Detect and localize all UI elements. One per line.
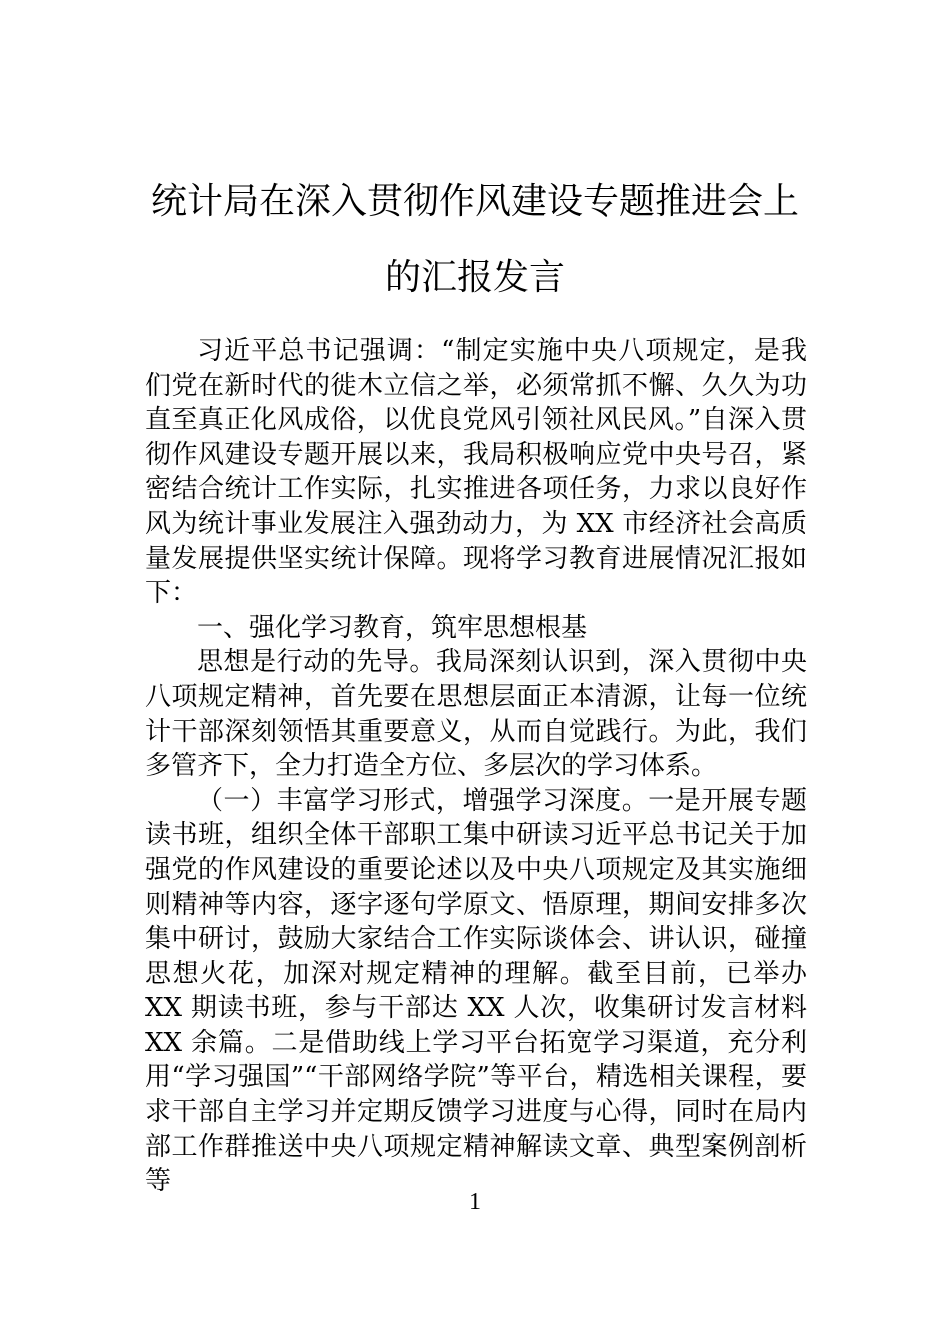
page-number: 1 <box>469 1189 481 1215</box>
intro-paragraph: 习近平总书记强调：“制定实施中央八项规定，是我们党在新时代的徙木立信之举，必须常抓不懈、久久为功直至真正化风成俗，以优良党风引领社风民风。”自深入贯彻作风建设专题开展以来，我局积极响应党中央号召，紧密结合统计工作实际，扎实推进各项任务，力求以良好作风为统计事业发展注入强劲动力，为 XX 市经济社会高质量发展提供坚实统计保障。现将学习教育进展情况汇报如下： <box>145 336 807 609</box>
document-title <box>145 164 805 316</box>
document-title-line-2: 的汇报发言 <box>384 257 565 298</box>
body-paragraph: （一）丰富学习形式，增强学习深度。一是开展专题读书班，组织全体干部职工集中研读习近平总书记关于加强党的作风建设的重要论述以及中央八项规定及其实施细则精神等内容，逐字逐句学原文、悟原理，期间安排多次集中研讨，鼓励大家结合工作实际谈体会、讲认识，碰撞思想火花，加深对规定精神的理解。截至目前，已举办 XX 期读书班，参与干部达 XX 人次，收集研讨发言材料 XX 余篇。二是借助线上学习平台拓宽学习渠道，充分利用“学习强国”“干部网络学院”等平台，精选相关课程，要求干部自主学习并定期反馈学习进度与心得，同时在局内部工作群推送中央八项规定精神解读文章、典型案例剖析等 <box>145 785 807 1197</box>
body-paragraph: 思想是行动的先导。我局深刻认识到，深入贯彻中央八项规定精神，首先要在思想层面正本清源，让每一位统计干部深刻领悟其重要意义，从而自觉践行。为此，我们多管齐下，全力打造全方位、多层次的学习体系。 <box>145 647 807 782</box>
section-heading: 一、强化学习教育，筑牢思想根基 <box>197 612 588 643</box>
document-title-line-1: 统计局在深入贯彻作风建设专题推进会上 <box>150 181 799 222</box>
document-body <box>145 334 807 1199</box>
